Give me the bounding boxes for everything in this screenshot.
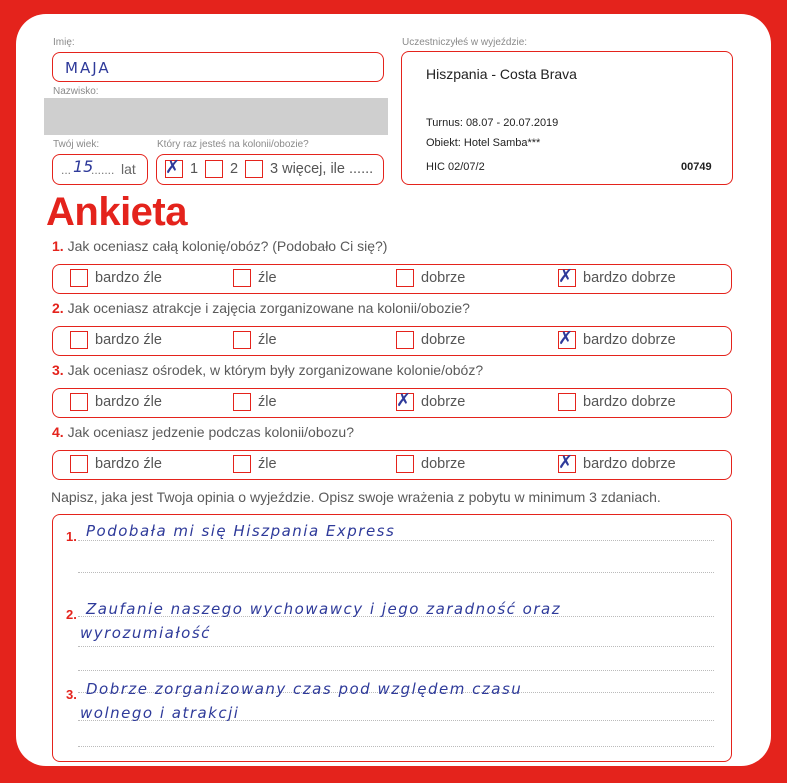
rating-checkbox[interactable]: [70, 269, 88, 287]
rating-checkbox[interactable]: [396, 269, 414, 287]
rating-checkbox[interactable]: [233, 269, 251, 287]
name-field[interactable]: [52, 52, 384, 82]
question-1-option[interactable]: [558, 266, 676, 287]
question-1-option[interactable]: [70, 269, 162, 287]
question-3-option[interactable]: [558, 393, 676, 411]
rating-option-label: bardzo źle: [95, 332, 162, 348]
question-2-option[interactable]: [396, 331, 465, 349]
question-3-option[interactable]: [233, 393, 277, 411]
surname-label: Nazwisko:: [53, 86, 99, 97]
answer-number: 1.: [66, 529, 77, 544]
name-value: MAJA: [65, 59, 111, 77]
rating-checkbox[interactable]: [558, 452, 576, 473]
question-3-option[interactable]: [70, 393, 162, 411]
rating-checkbox[interactable]: [396, 455, 414, 473]
writing-line: [78, 646, 714, 647]
age-label: Twój wiek:: [53, 139, 100, 150]
rating-checkbox[interactable]: [70, 393, 88, 411]
rating-option-label: źle: [258, 394, 277, 410]
question-2-option[interactable]: [558, 328, 676, 349]
visit-label: Który raz jesteś na kolonii/obozie?: [157, 139, 309, 150]
check-mark-icon: ✗: [396, 390, 412, 411]
question-3-text: [52, 362, 483, 378]
visit-option-2[interactable]: [205, 160, 238, 178]
question-4-text: [52, 424, 354, 440]
question-3-option[interactable]: [396, 390, 466, 411]
question-2-option[interactable]: [233, 331, 277, 349]
page-title: Ankieta: [46, 190, 187, 234]
handwritten-answer-line: wolnego i atrakcji: [80, 704, 240, 722]
open-question-prompt: Napisz, jaka jest Twoja opinia o wyjeździe. Opisz swoje wrażenia z pobytu w minimum 3 zdaniach.: [51, 489, 661, 505]
question-text: Jak oceniasz atrakcje i zajęcia zorganizowane na kolonii/obozie?: [67, 300, 470, 316]
question-text: Jak oceniasz ośrodek, w którym były zorganizowane kolonie/obóz?: [67, 362, 484, 378]
writing-line: [78, 540, 714, 541]
visit-checkbox-2[interactable]: [205, 160, 223, 178]
visit-option-2-label: 2: [230, 161, 239, 177]
rating-checkbox[interactable]: [233, 455, 251, 473]
trip-destination: Hiszpania - Costa Brava: [426, 66, 577, 82]
question-number: 4.: [52, 424, 64, 440]
question-1-text: [52, 238, 387, 254]
writing-line: [78, 746, 714, 747]
rating-checkbox[interactable]: [558, 266, 576, 287]
question-1-option[interactable]: [233, 269, 277, 287]
visit-option-1[interactable]: [165, 157, 199, 178]
question-4-option[interactable]: [558, 452, 676, 473]
rating-option-label: dobrze: [421, 394, 466, 410]
answer-number: 3.: [66, 687, 77, 702]
visit-option-3-label: 3 więcej, ile ......: [270, 161, 374, 177]
rating-option-label: bardzo dobrze: [583, 270, 676, 286]
age-dots-right: .......: [91, 163, 115, 177]
rating-option-label: dobrze: [421, 332, 466, 348]
question-4-option[interactable]: [233, 455, 277, 473]
trip-label: Uczestniczyłeś w wyjeździe:: [402, 37, 528, 48]
rating-option-label: bardzo dobrze: [583, 394, 676, 410]
visit-checkbox-1[interactable]: [165, 157, 183, 178]
age-unit: lat: [121, 161, 136, 177]
question-2-text: [52, 300, 470, 316]
trip-code: HIC 02/07/2: [426, 161, 485, 173]
age-dots-left: ...: [61, 163, 72, 177]
visit-checkbox-3[interactable]: [245, 160, 263, 178]
rating-checkbox[interactable]: [396, 331, 414, 349]
rating-checkbox[interactable]: [233, 393, 251, 411]
question-4-option[interactable]: [70, 455, 162, 473]
surname-redaction: [44, 98, 388, 135]
writing-line: [78, 670, 714, 671]
answer-number: 2.: [66, 607, 77, 622]
question-text: Jak oceniasz jedzenie podczas kolonii/obozu?: [67, 424, 354, 440]
writing-line: [78, 572, 714, 573]
age-value: 15: [73, 157, 94, 176]
rating-option-label: bardzo dobrze: [583, 332, 676, 348]
question-number: 3.: [52, 362, 64, 378]
rating-checkbox[interactable]: [70, 331, 88, 349]
check-mark-icon: ✗: [558, 452, 574, 473]
rating-option-label: źle: [258, 332, 277, 348]
trip-turnus: Turnus: 08.07 - 20.07.2019: [426, 117, 559, 129]
question-4-option[interactable]: [396, 455, 465, 473]
question-2-option[interactable]: [70, 331, 162, 349]
handwritten-answer-line: Podobała mi się Hiszpania Express: [86, 522, 396, 540]
question-number: 1.: [52, 238, 64, 254]
rating-checkbox[interactable]: [558, 328, 576, 349]
visit-option-3[interactable]: [245, 160, 373, 178]
visit-option-1-label: 1: [190, 161, 199, 177]
question-text: Jak oceniasz całą kolonię/obóz? (Podobało Ci się?): [67, 238, 388, 254]
question-1-option[interactable]: [396, 269, 465, 287]
rating-option-label: bardzo źle: [95, 456, 162, 472]
check-mark-icon: ✗: [165, 157, 181, 178]
rating-option-label: źle: [258, 456, 277, 472]
rating-option-label: bardzo źle: [95, 394, 162, 410]
check-mark-icon: ✗: [558, 328, 574, 349]
trip-obiekt: Obiekt: Hotel Samba***: [426, 137, 541, 149]
age-field[interactable]: [52, 154, 148, 185]
question-number: 2.: [52, 300, 64, 316]
check-mark-icon: ✗: [558, 266, 574, 287]
trip-number: 00749: [681, 161, 712, 173]
rating-option-label: dobrze: [421, 270, 466, 286]
rating-checkbox[interactable]: [70, 455, 88, 473]
handwritten-answer-line: wyrozumiałość: [80, 624, 211, 642]
rating-option-label: bardzo dobrze: [583, 456, 676, 472]
name-label: Imię:: [53, 37, 75, 48]
rating-option-label: źle: [258, 270, 277, 286]
rating-option-label: dobrze: [421, 456, 466, 472]
handwritten-answer-line: Dobrze zorganizowany czas pod względem czasu: [86, 680, 523, 698]
rating-option-label: bardzo źle: [95, 270, 162, 286]
rating-checkbox[interactable]: [558, 393, 576, 411]
rating-checkbox[interactable]: [396, 390, 414, 411]
visit-field: [156, 154, 384, 185]
rating-checkbox[interactable]: [233, 331, 251, 349]
handwritten-answer-line: Zaufanie naszego wychowawcy i jego zaradność oraz: [86, 600, 562, 618]
